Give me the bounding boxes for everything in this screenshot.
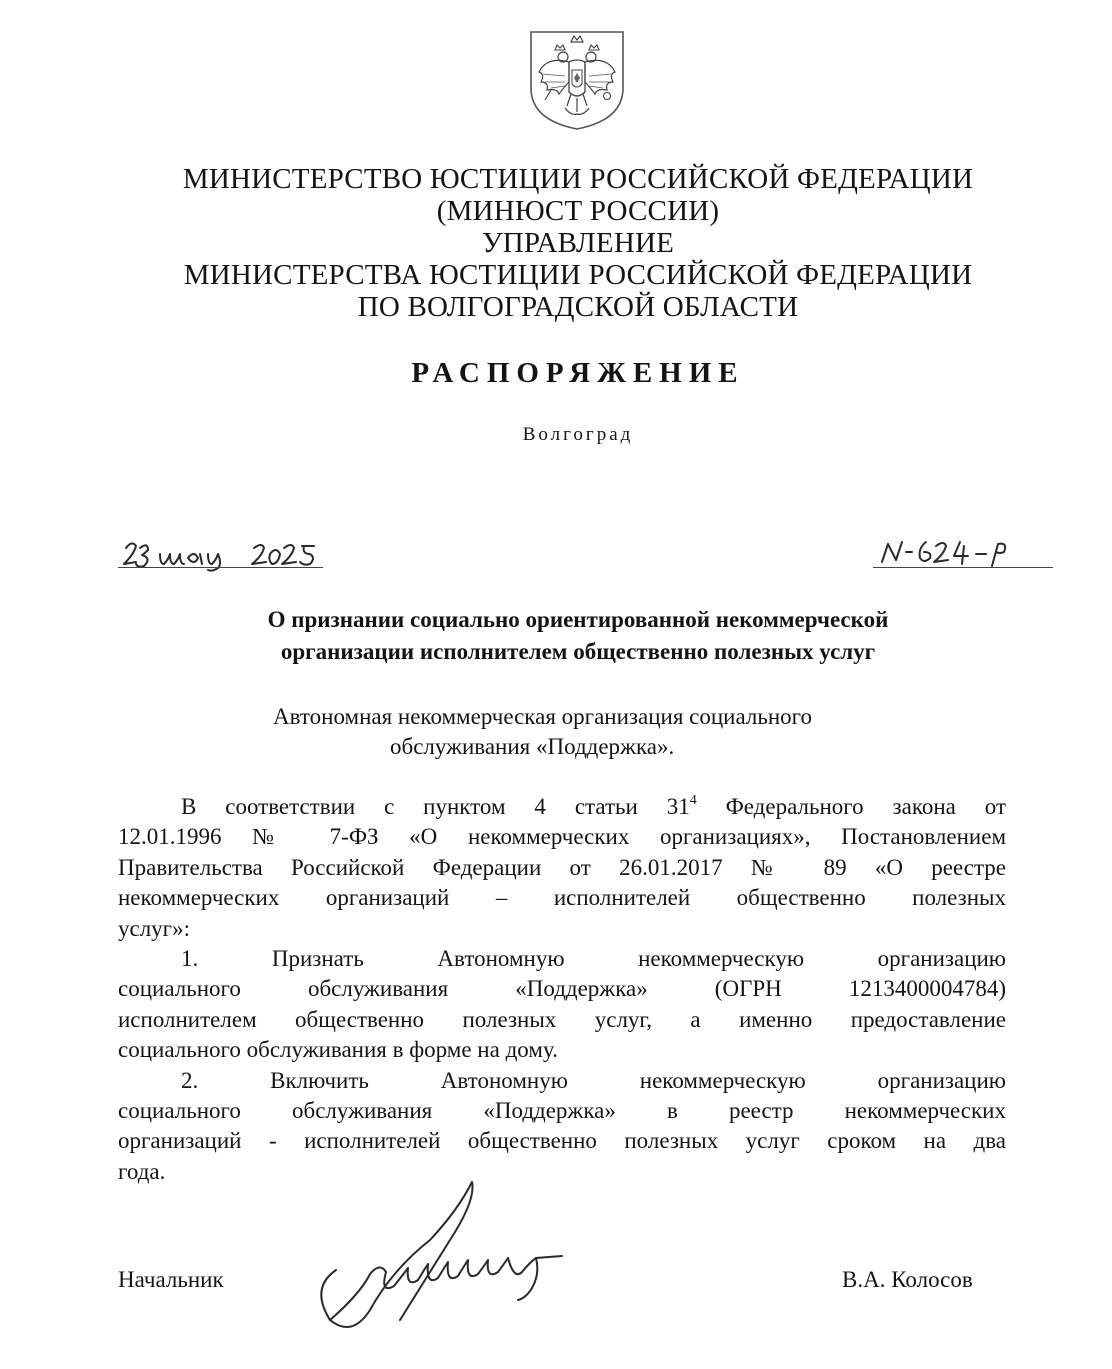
body-line: услуг»: (118, 915, 191, 941)
signatory-role: Начальник (118, 1267, 224, 1292)
order-body (118, 792, 1006, 1187)
body-line: некоммерческих организаций – исполнителей общественно полезных (118, 885, 1006, 911)
handwritten-signature (300, 1170, 575, 1340)
organization-line-2: обслуживания «Поддержка». (390, 734, 675, 759)
city-name: Волгоград (522, 424, 634, 445)
number-underline (873, 567, 1053, 568)
body-text: Федерального закона от (696, 794, 1006, 819)
body-line (118, 792, 1006, 822)
body-line: 12.01.1996 № 7-ФЗ «О некоммерческих организациях», Постановлением (118, 824, 1006, 850)
header-line-1: МИНИСТЕРСТВО ЮСТИЦИИ РОССИЙСКОЙ ФЕДЕРАЦИИ (182, 163, 974, 195)
body-line: Правительства Российской Федерации от 26.01.2017 № 89 «О реестре (118, 854, 1006, 880)
state-emblem-icon (527, 28, 627, 132)
header-line-2: (МИНЮСТ РОССИИ) (436, 195, 720, 227)
order-title: РАСПОРЯЖЕНИЕ (411, 357, 745, 389)
header-line-4: МИНИСТЕРСТВА ЮСТИЦИИ РОССИЙСКОЙ ФЕДЕРАЦИИ (183, 259, 973, 291)
handwritten-number (876, 530, 1036, 572)
order-subject (100, 604, 1056, 668)
date-underline (118, 567, 323, 568)
body-line: социального обслуживания «Поддержка» в реестр некоммерческих (118, 1097, 1006, 1123)
body-line: 1. Признать Автономную некоммерческую организацию (181, 945, 1006, 971)
body-line: социального обслуживания «Поддержка» (ОГРН 1213400004784) (118, 976, 1006, 1002)
header-line-3: УПРАВЛЕНИЕ (481, 227, 675, 259)
ministry-header (100, 163, 1056, 323)
subject-line-2: организации исполнителем общественно полезных услуг (280, 639, 876, 664)
body-line: социального обслуживания в форме на дому. (118, 1037, 558, 1063)
body-line: 2. Включить Автономную некоммерческую организацию (181, 1067, 1006, 1093)
body-line: года. (118, 1158, 166, 1184)
signatory-name: В.А. Колосов (842, 1267, 973, 1292)
superscript: 4 (689, 793, 697, 808)
subject-line-1: О признании социально ориентированной некоммерческой (267, 607, 889, 632)
header-line-5: ПО ВОЛГОГРАДСКОЙ ОБЛАСТИ (357, 291, 799, 323)
body-text: В соответствии с пунктом 4 статьи 31 (181, 794, 690, 819)
body-line: организаций - исполнителей общественно полезных услуг сроком на два (118, 1128, 1006, 1154)
organization-line-1: Автономная некоммерческая организация социального (273, 704, 813, 729)
body-line: исполнителем общественно полезных услуг, а именно предоставление (118, 1006, 1006, 1032)
